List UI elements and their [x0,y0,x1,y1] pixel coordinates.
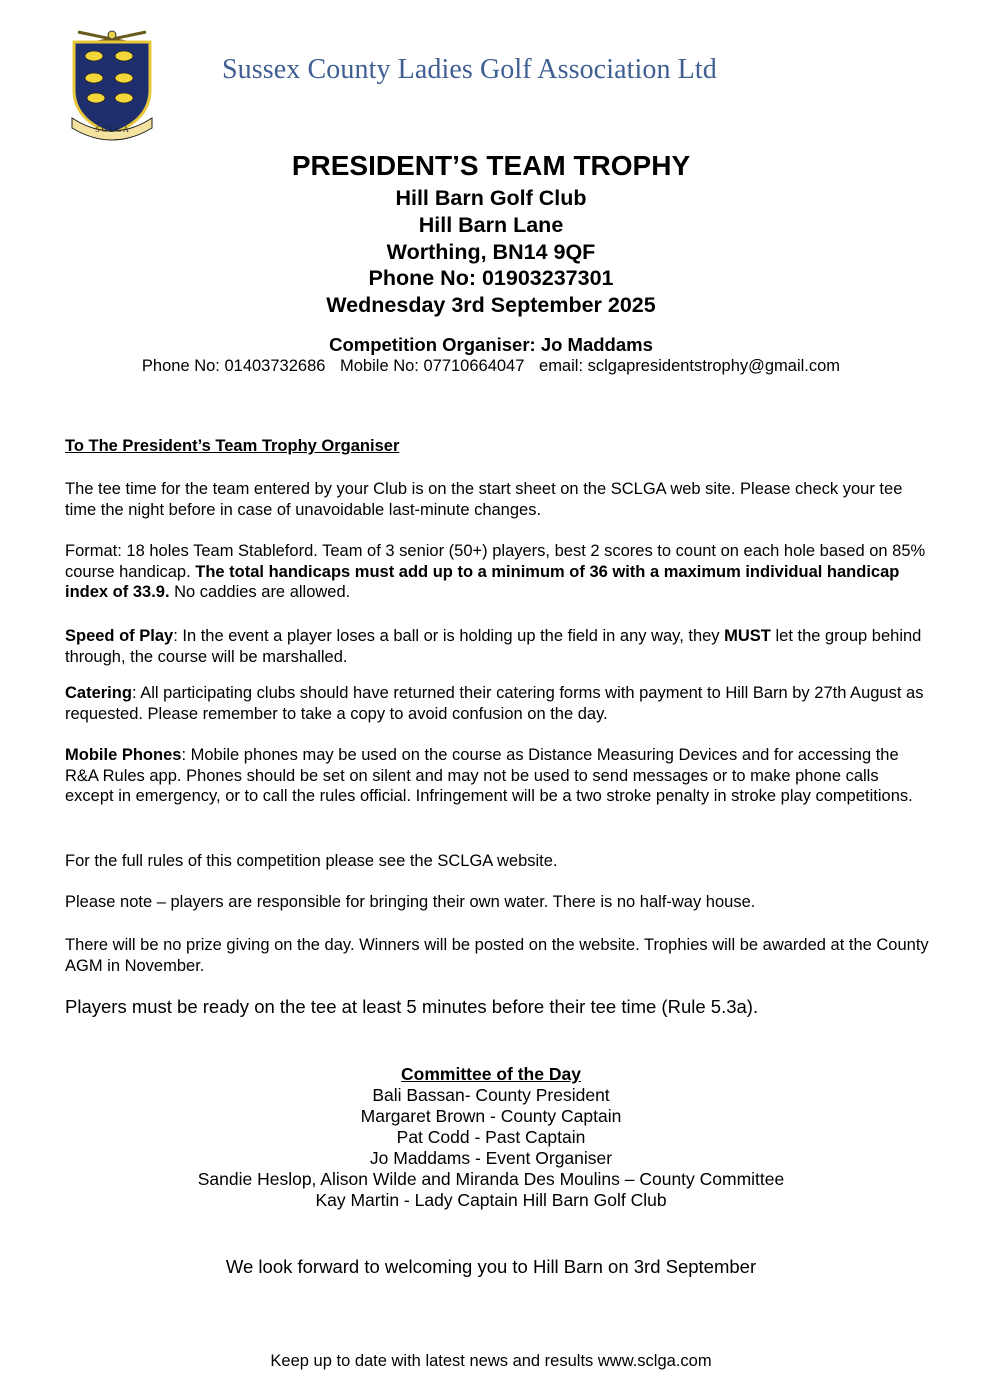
must-emphasis: MUST [724,627,771,645]
caddie-rule: No caddies are allowed. [169,583,351,601]
event-date: Wednesday 3rd September 2025 [326,293,656,317]
paragraph-mobile-phones [65,745,930,807]
venue-phone: Phone No: 01903237301 [368,266,614,290]
catering-label: Catering [65,684,132,702]
committee-member: Bali Bassan- County President [372,1085,610,1105]
speed-of-play-text: : In the event a player loses a ball or is holding up the field in any way, they [173,627,725,645]
committee-member: Jo Maddams - Event Organiser [369,1148,613,1168]
paragraph-full-rules: For the full rules of this competition please see the SCLGA website. [65,852,558,870]
paragraph-tee-ready: Players must be ready on the tee at least 5 minutes before their tee time (Rule 5.3a). [65,996,759,1017]
paragraph-catering [65,683,930,724]
paragraph-format [65,541,930,603]
venue-name: Hill Barn Golf Club [395,186,587,210]
committee-member: Kay Martin - Lady Captain Hill Barn Golf Club [315,1190,667,1210]
paragraph-water: Please note – players are responsible for bringing their own water. There is no half-way house. [65,893,756,911]
paragraph-prize-giving: There will be no prize giving on the day. Winners will be posted on the website. Trophies will be awarded at the County AGM in November. [65,936,929,975]
committee-member: Sandie Heslop, Alison Wilde and Miranda Des Moulins – County Committee [197,1169,785,1189]
speed-of-play-label: Speed of Play [65,627,174,645]
catering-text: : All participating clubs should have returned their catering forms with payment to Hill Barn by 27th August as requested. Please remember to take a copy to avoid confusion on the day. [65,684,924,723]
venue-address-line2: Worthing, BN14 9QF [386,240,596,264]
organiser-mobile: Mobile No: 07710664047 [340,357,525,375]
speed-of-play-text-end: let the group behind through, the course will be marshalled. [65,627,922,666]
mobile-phones-text: : Mobile phones may be used on the course as Distance Measuring Devices and for accessing the R&A Rules app. Phones should be set on silent and may not be used to send messages or to make phone calls except in emergency, or to call the rules official. Infringement will be a two stroke penalty in stroke play competitions. [65,746,913,805]
mobile-phones-label: Mobile Phones [65,746,182,764]
golf-association-crest-icon [66,26,158,142]
organiser-name: Competition Organiser: Jo Maddams [329,334,653,355]
footer-website: Keep up to date with latest news and results www.sclga.com [270,1352,712,1370]
svg-text:S C L G A: S C L G A [95,125,129,134]
organiser-contact [0,357,982,376]
committee-section [0,1064,982,1211]
handicap-rule: The total handicaps must add up to a minimum of 36 with a maximum individual handicap index of 33.9. [65,562,900,601]
paragraph-tee-time: The tee time for the team entered by your Club is on the start sheet on the SCLGA web site. Please check your tee time the night before in case of unavoidable last-minute changes. [65,480,903,519]
letter-heading: To The President’s Team Trophy Organiser [65,437,400,455]
committee-heading: Committee of the Day [401,1064,581,1084]
organisation-name: Sussex County Ladies Golf Association Ltd [222,54,717,85]
organiser-email: email: sclgapresidentstrophy@gmail.com [539,357,841,375]
event-title: PRESIDENT’S TEAM TROPHY [291,150,691,181]
committee-member: Pat Codd - Past Captain [396,1127,586,1147]
format-text: Format: 18 holes Team Stableford. Team of 3 senior (50+) players, best 2 scores to count on each hole based on 85% course handicap. [65,542,926,581]
organiser-phone: Phone No: 01403732686 [141,357,326,375]
closing-welcome: We look forward to welcoming you to Hill Barn on 3rd September [225,1256,757,1277]
paragraph-speed-of-play [65,626,930,667]
venue-address-line1: Hill Barn Lane [418,213,564,237]
committee-member: Margaret Brown - County Captain [360,1106,622,1126]
